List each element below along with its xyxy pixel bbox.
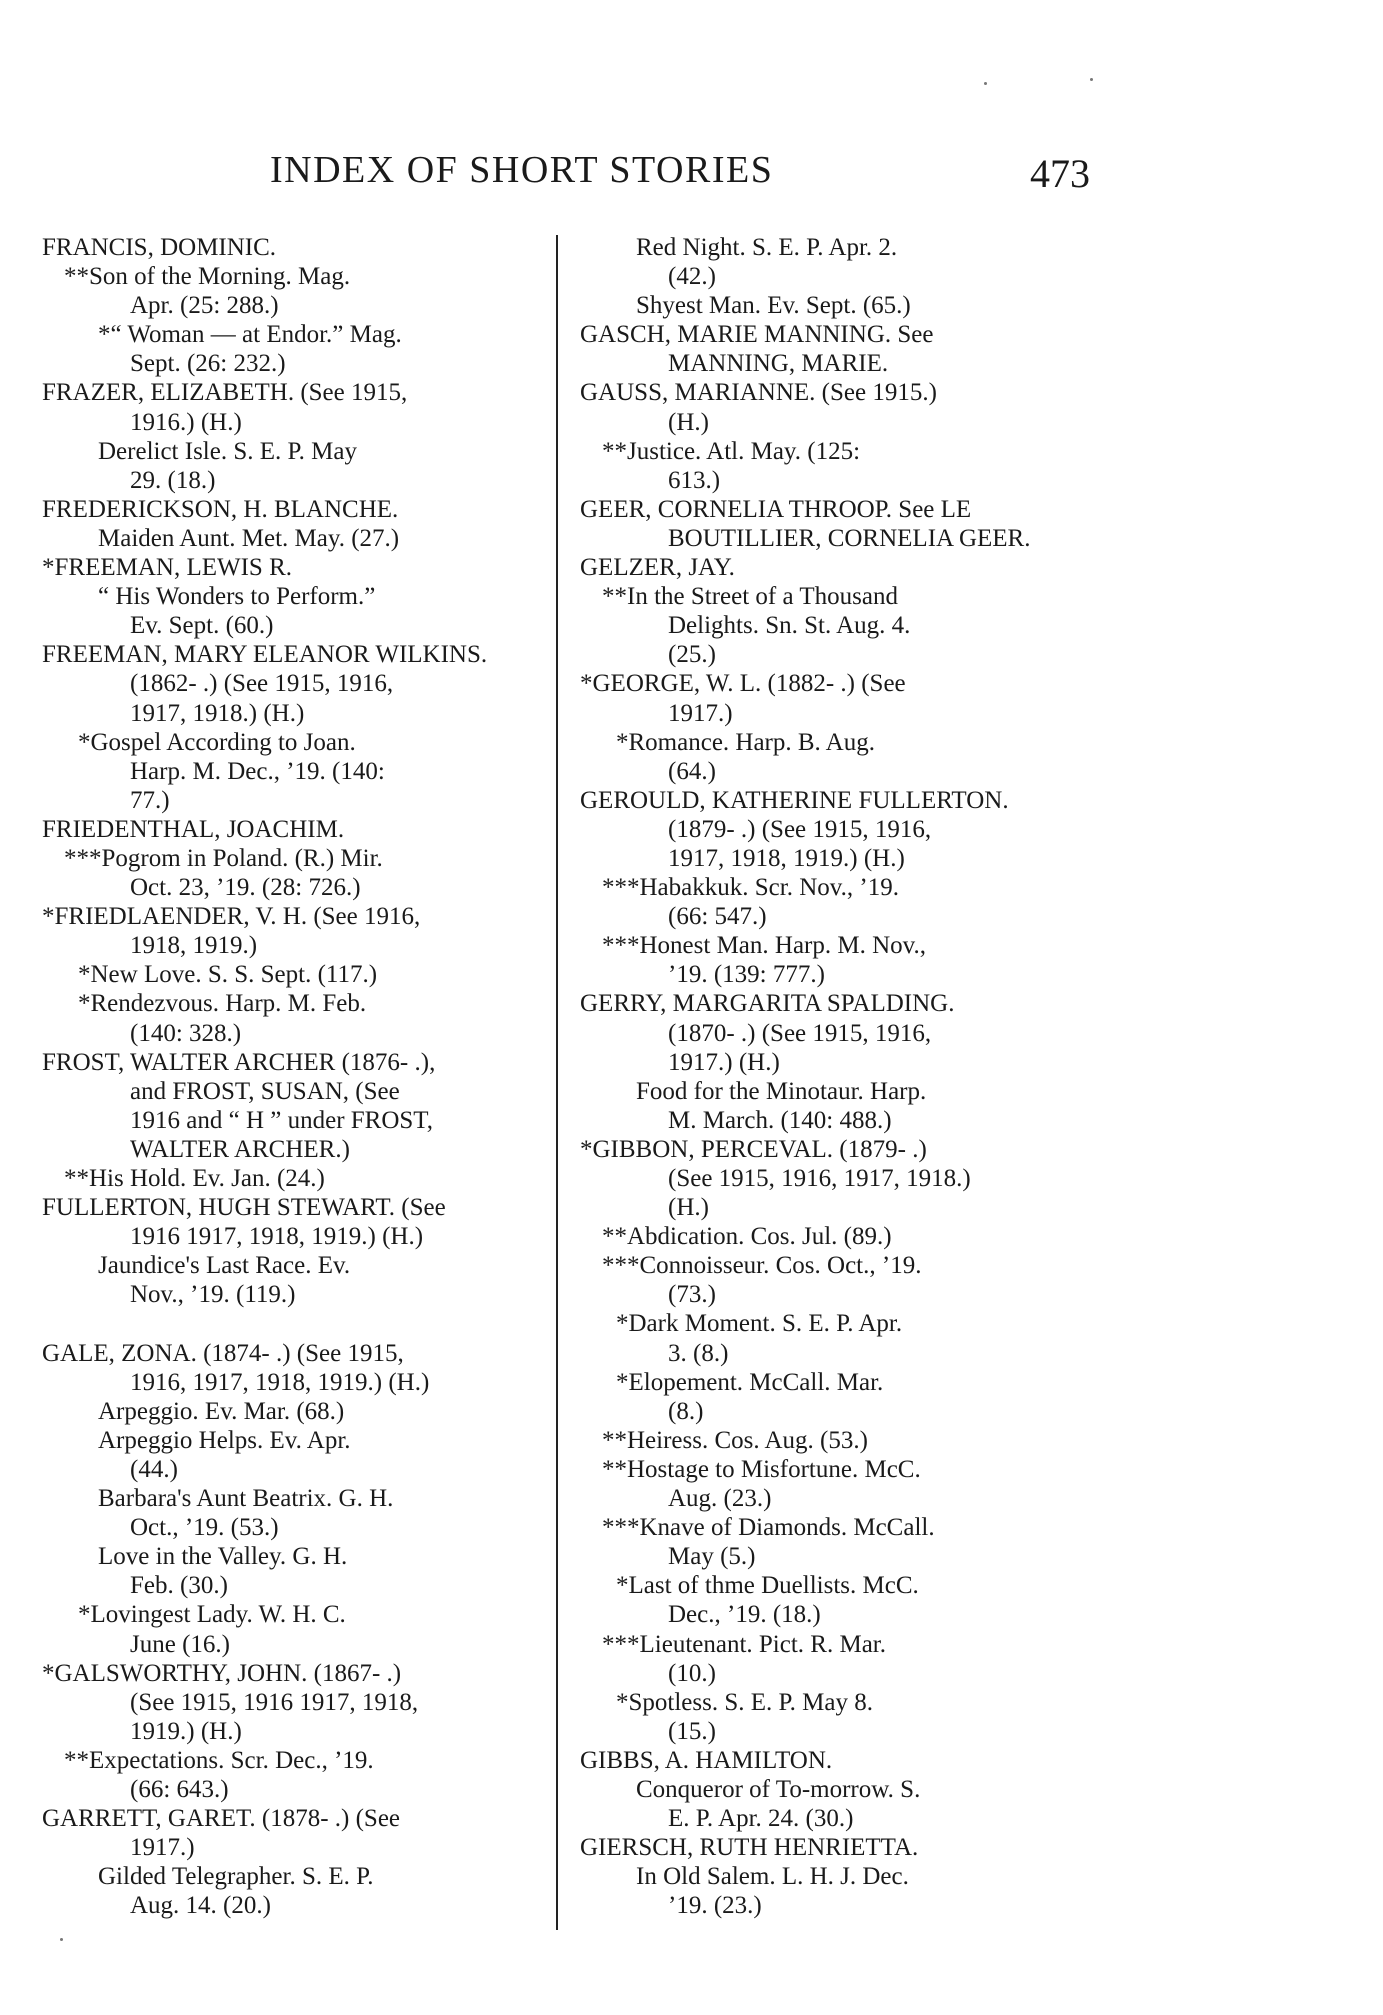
story-entry-line: E. P. Apr. 24. (30.) <box>668 1805 854 1833</box>
story-entry-line: (64.) <box>668 757 716 785</box>
story-entry-line: *“ Woman — at Endor.” Mag. <box>98 321 402 349</box>
story-entry-line: and FROST, SUSAN, (See <box>130 1077 400 1105</box>
right-column <box>580 233 1085 1920</box>
author-entry-line: FULLERTON, HUGH STEWART. (See <box>42 1194 446 1222</box>
story-entry-line: (8.) <box>668 1397 704 1425</box>
story-entry-line: Nov., ’19. (119.) <box>130 1281 296 1309</box>
story-entry-line: (66: 547.) <box>668 903 767 931</box>
author-entry-line: FREEMAN, MARY ELEANOR WILKINS. <box>42 641 488 669</box>
story-entry-line: Harp. M. Dec., ’19. (140: <box>130 757 385 785</box>
paper-speck <box>60 1938 63 1941</box>
story-entry-line: (1862- .) (See 1915, 1916, <box>130 670 394 698</box>
story-entry-line: *Dark Moment. S. E. P. Apr. <box>616 1310 903 1338</box>
story-entry-line: 1916 and “ H ” under FROST, <box>130 1106 433 1134</box>
story-entry-line: 1916 1917, 1918, 1919.) (H.) <box>130 1223 424 1251</box>
story-entry-line: BOUTILLIER, CORNELIA GEER. <box>668 524 1031 552</box>
story-entry-line: (140: 328.) <box>130 1019 242 1047</box>
story-entry-line: Aug. (23.) <box>668 1485 772 1513</box>
author-entry-line: GASCH, MARIE MANNING. See <box>580 321 934 349</box>
story-entry-line: Love in the Valley. G. H. <box>98 1543 348 1571</box>
author-entry-line: GEER, CORNELIA THROOP. See LE <box>580 495 972 523</box>
author-entry-line: GIBBS, A. HAMILTON. <box>580 1746 833 1774</box>
story-entry-line: 29. (18.) <box>130 466 216 494</box>
author-entry-line: FROST, WALTER ARCHER (1876- .), <box>42 1048 436 1076</box>
story-entry-line: (See 1915, 1916, 1917, 1918.) <box>668 1165 971 1192</box>
story-entry-line: Delights. Sn. St. Aug. 4. <box>668 612 911 640</box>
story-entry-line: **Expectations. Scr. Dec., ’19. <box>64 1746 374 1774</box>
story-entry-line: Food for the Minotaur. Harp. <box>636 1077 927 1105</box>
story-entry-line: Shyest Man. Ev. Sept. (65.) <box>636 292 911 320</box>
story-entry-line: *Spotless. S. E. P. May 8. <box>616 1688 873 1716</box>
author-entry-line: GARRETT, GARET. (1878- .) (See <box>42 1805 401 1833</box>
story-entry-line: MANNING, MARIE. <box>668 350 889 378</box>
page-number: 473 <box>1030 151 1090 196</box>
story-entry-line: 1917, 1918, 1919.) (H.) <box>668 844 905 872</box>
story-entry-line: (15.) <box>668 1717 716 1745</box>
author-entry-line: *FRIEDLAENDER, V. H. (See 1916, <box>42 903 421 931</box>
author-entry-line: GIERSCH, RUTH HENRIETTA. <box>580 1834 919 1862</box>
story-entry-line: Conqueror of To-morrow. S. <box>636 1775 921 1803</box>
story-entry-line: 1917.) <box>668 699 733 727</box>
author-entry-line: *GEORGE, W. L. (1882- .) (See <box>580 670 906 698</box>
story-entry-line: 1918, 1919.) <box>130 932 258 960</box>
paper-speck <box>984 82 987 85</box>
author-entry-line: GALE, ZONA. (1874- .) (See 1915, <box>42 1339 404 1367</box>
story-entry-line: **Son of the Morning. Mag. <box>64 263 351 291</box>
story-entry-line: 1916.) (H.) <box>130 408 242 436</box>
story-entry-line: Arpeggio. Ev. Mar. (68.) <box>98 1397 345 1425</box>
story-entry-line: **In the Street of a Thousand <box>602 583 898 611</box>
story-entry-line: Arpeggio Helps. Ev. Apr. <box>98 1426 351 1454</box>
story-entry-line: Derelict Isle. S. E. P. May <box>98 437 357 465</box>
author-entry-line: GELZER, JAY. <box>580 554 735 582</box>
author-entry-line: GEROULD, KATHERINE FULLERTON. <box>580 786 1009 814</box>
story-entry-line: Maiden Aunt. Met. May. (27.) <box>98 524 400 552</box>
author-entry-line: *FREEMAN, LEWIS R. <box>42 554 292 582</box>
story-entry-line: 1917.) (H.) <box>668 1048 780 1076</box>
story-entry-line: **Heiress. Cos. Aug. (53.) <box>602 1426 868 1454</box>
running-head <box>270 148 1090 208</box>
story-entry-line: 613.) <box>668 466 721 494</box>
story-entry-line: Oct., ’19. (53.) <box>130 1514 279 1542</box>
story-entry-line: 1917, 1918.) (H.) <box>130 699 305 727</box>
story-entry-line: WALTER ARCHER.) <box>130 1135 350 1163</box>
author-entry-line: GAUSS, MARIANNE. (See 1915.) <box>580 379 937 407</box>
story-entry-line: 1917.) <box>130 1834 195 1862</box>
story-entry-line: Aug. 14. (20.) <box>130 1892 271 1920</box>
story-entry-line: In Old Salem. L. H. J. Dec. <box>636 1863 909 1891</box>
story-entry-line: May (5.) <box>668 1543 756 1571</box>
author-entry-line: FRAZER, ELIZABETH. (See 1915, <box>42 379 408 407</box>
story-entry-line: Sept. (26: 232.) <box>130 350 286 378</box>
story-entry-line: *Last of thme Duellists. McC. <box>616 1572 919 1600</box>
author-entry-line: FRIEDENTHAL, JOACHIM. <box>42 815 345 843</box>
story-entry-line: *Gospel According to Joan. <box>78 728 356 756</box>
story-entry-line: M. March. (140: 488.) <box>668 1106 892 1134</box>
paper-speck <box>1090 78 1093 81</box>
story-entry-line: (H.) <box>668 408 709 436</box>
story-entry-line: (H.) <box>668 1194 709 1222</box>
story-entry-line: ***Habakkuk. Scr. Nov., ’19. <box>602 874 899 902</box>
story-entry-line: *New Love. S. S. Sept. (117.) <box>78 961 378 989</box>
story-entry-line: ’19. (23.) <box>668 1892 762 1920</box>
story-entry-line: *Elopement. McCall. Mar. <box>616 1368 884 1396</box>
story-entry-line: Apr. (25: 288.) <box>130 292 279 320</box>
column-divider <box>556 235 558 1930</box>
author-entry-line: *GALSWORTHY, JOHN. (1867- .) <box>42 1659 402 1687</box>
story-entry-line: (1879- .) (See 1915, 1916, <box>668 815 932 843</box>
author-entry-line: FREDERICKSON, H. BLANCHE. <box>42 495 399 523</box>
story-entry-line: *Rendezvous. Harp. M. Feb. <box>78 990 367 1018</box>
story-entry-line: ’19. (139: 777.) <box>668 961 825 989</box>
story-entry-line: Red Night. S. E. P. Apr. 2. <box>636 234 898 261</box>
story-entry-line: ***Pogrom in Poland. (R.) Mir. <box>64 844 383 872</box>
author-entry-line: GERRY, MARGARITA SPALDING. <box>580 990 955 1018</box>
story-entry-line: ***Lieutenant. Pict. R. Mar. <box>602 1630 886 1658</box>
story-entry-line: ***Connoisseur. Cos. Oct., ’19. <box>602 1252 922 1280</box>
author-entry-line: *GIBBON, PERCEVAL. (1879- .) <box>580 1135 927 1163</box>
story-entry-line: **Abdication. Cos. Jul. (89.) <box>602 1223 892 1251</box>
page-title: INDEX OF SHORT STORIES <box>270 149 774 191</box>
story-entry-line: Barbara's Aunt Beatrix. G. H. <box>98 1485 394 1513</box>
story-entry-line: 1916, 1917, 1918, 1919.) (H.) <box>130 1368 430 1396</box>
left-column <box>42 233 538 1920</box>
blank-line <box>42 1309 538 1338</box>
story-entry-line: Jaundice's Last Race. Ev. <box>98 1252 351 1280</box>
story-entry-line: Feb. (30.) <box>130 1572 228 1600</box>
story-entry-line: Oct. 23, ’19. (28: 726.) <box>130 874 361 902</box>
story-entry-line: (73.) <box>668 1281 716 1309</box>
story-entry-line: Dec., ’19. (18.) <box>668 1601 821 1629</box>
story-entry-line: **His Hold. Ev. Jan. (24.) <box>64 1165 325 1192</box>
story-entry-line: 77.) <box>130 786 170 814</box>
story-entry-line: (42.) <box>668 263 716 291</box>
story-entry-line: 1919.) (H.) <box>130 1717 242 1745</box>
story-entry-line: (See 1915, 1916 1917, 1918, <box>130 1688 419 1716</box>
story-entry-line: 3. (8.) <box>668 1339 729 1367</box>
author-entry-line: FRANCIS, DOMINIC. <box>42 234 277 261</box>
story-entry-line: ***Knave of Diamonds. McCall. <box>602 1514 935 1542</box>
story-entry-line: **Justice. Atl. May. (125: <box>602 437 861 465</box>
story-entry-line: (25.) <box>668 641 716 669</box>
story-entry-line: June (16.) <box>130 1630 230 1658</box>
story-entry-line: (66: 643.) <box>130 1775 229 1803</box>
story-entry-line: Ev. Sept. (60.) <box>130 612 274 640</box>
story-entry-line: ***Honest Man. Harp. M. Nov., <box>602 932 927 960</box>
story-entry-line: *Lovingest Lady. W. H. C. <box>78 1601 346 1629</box>
story-entry-line: (44.) <box>130 1455 178 1483</box>
story-entry-line: (10.) <box>668 1659 716 1687</box>
story-entry-line: *Romance. Harp. B. Aug. <box>616 728 875 756</box>
story-entry-line: “ His Wonders to Perform.” <box>98 583 376 611</box>
story-entry-line: Gilded Telegrapher. S. E. P. <box>98 1863 374 1891</box>
story-entry-line: (1870- .) (See 1915, 1916, <box>668 1019 932 1047</box>
story-entry-line: **Hostage to Misfortune. McC. <box>602 1455 921 1483</box>
